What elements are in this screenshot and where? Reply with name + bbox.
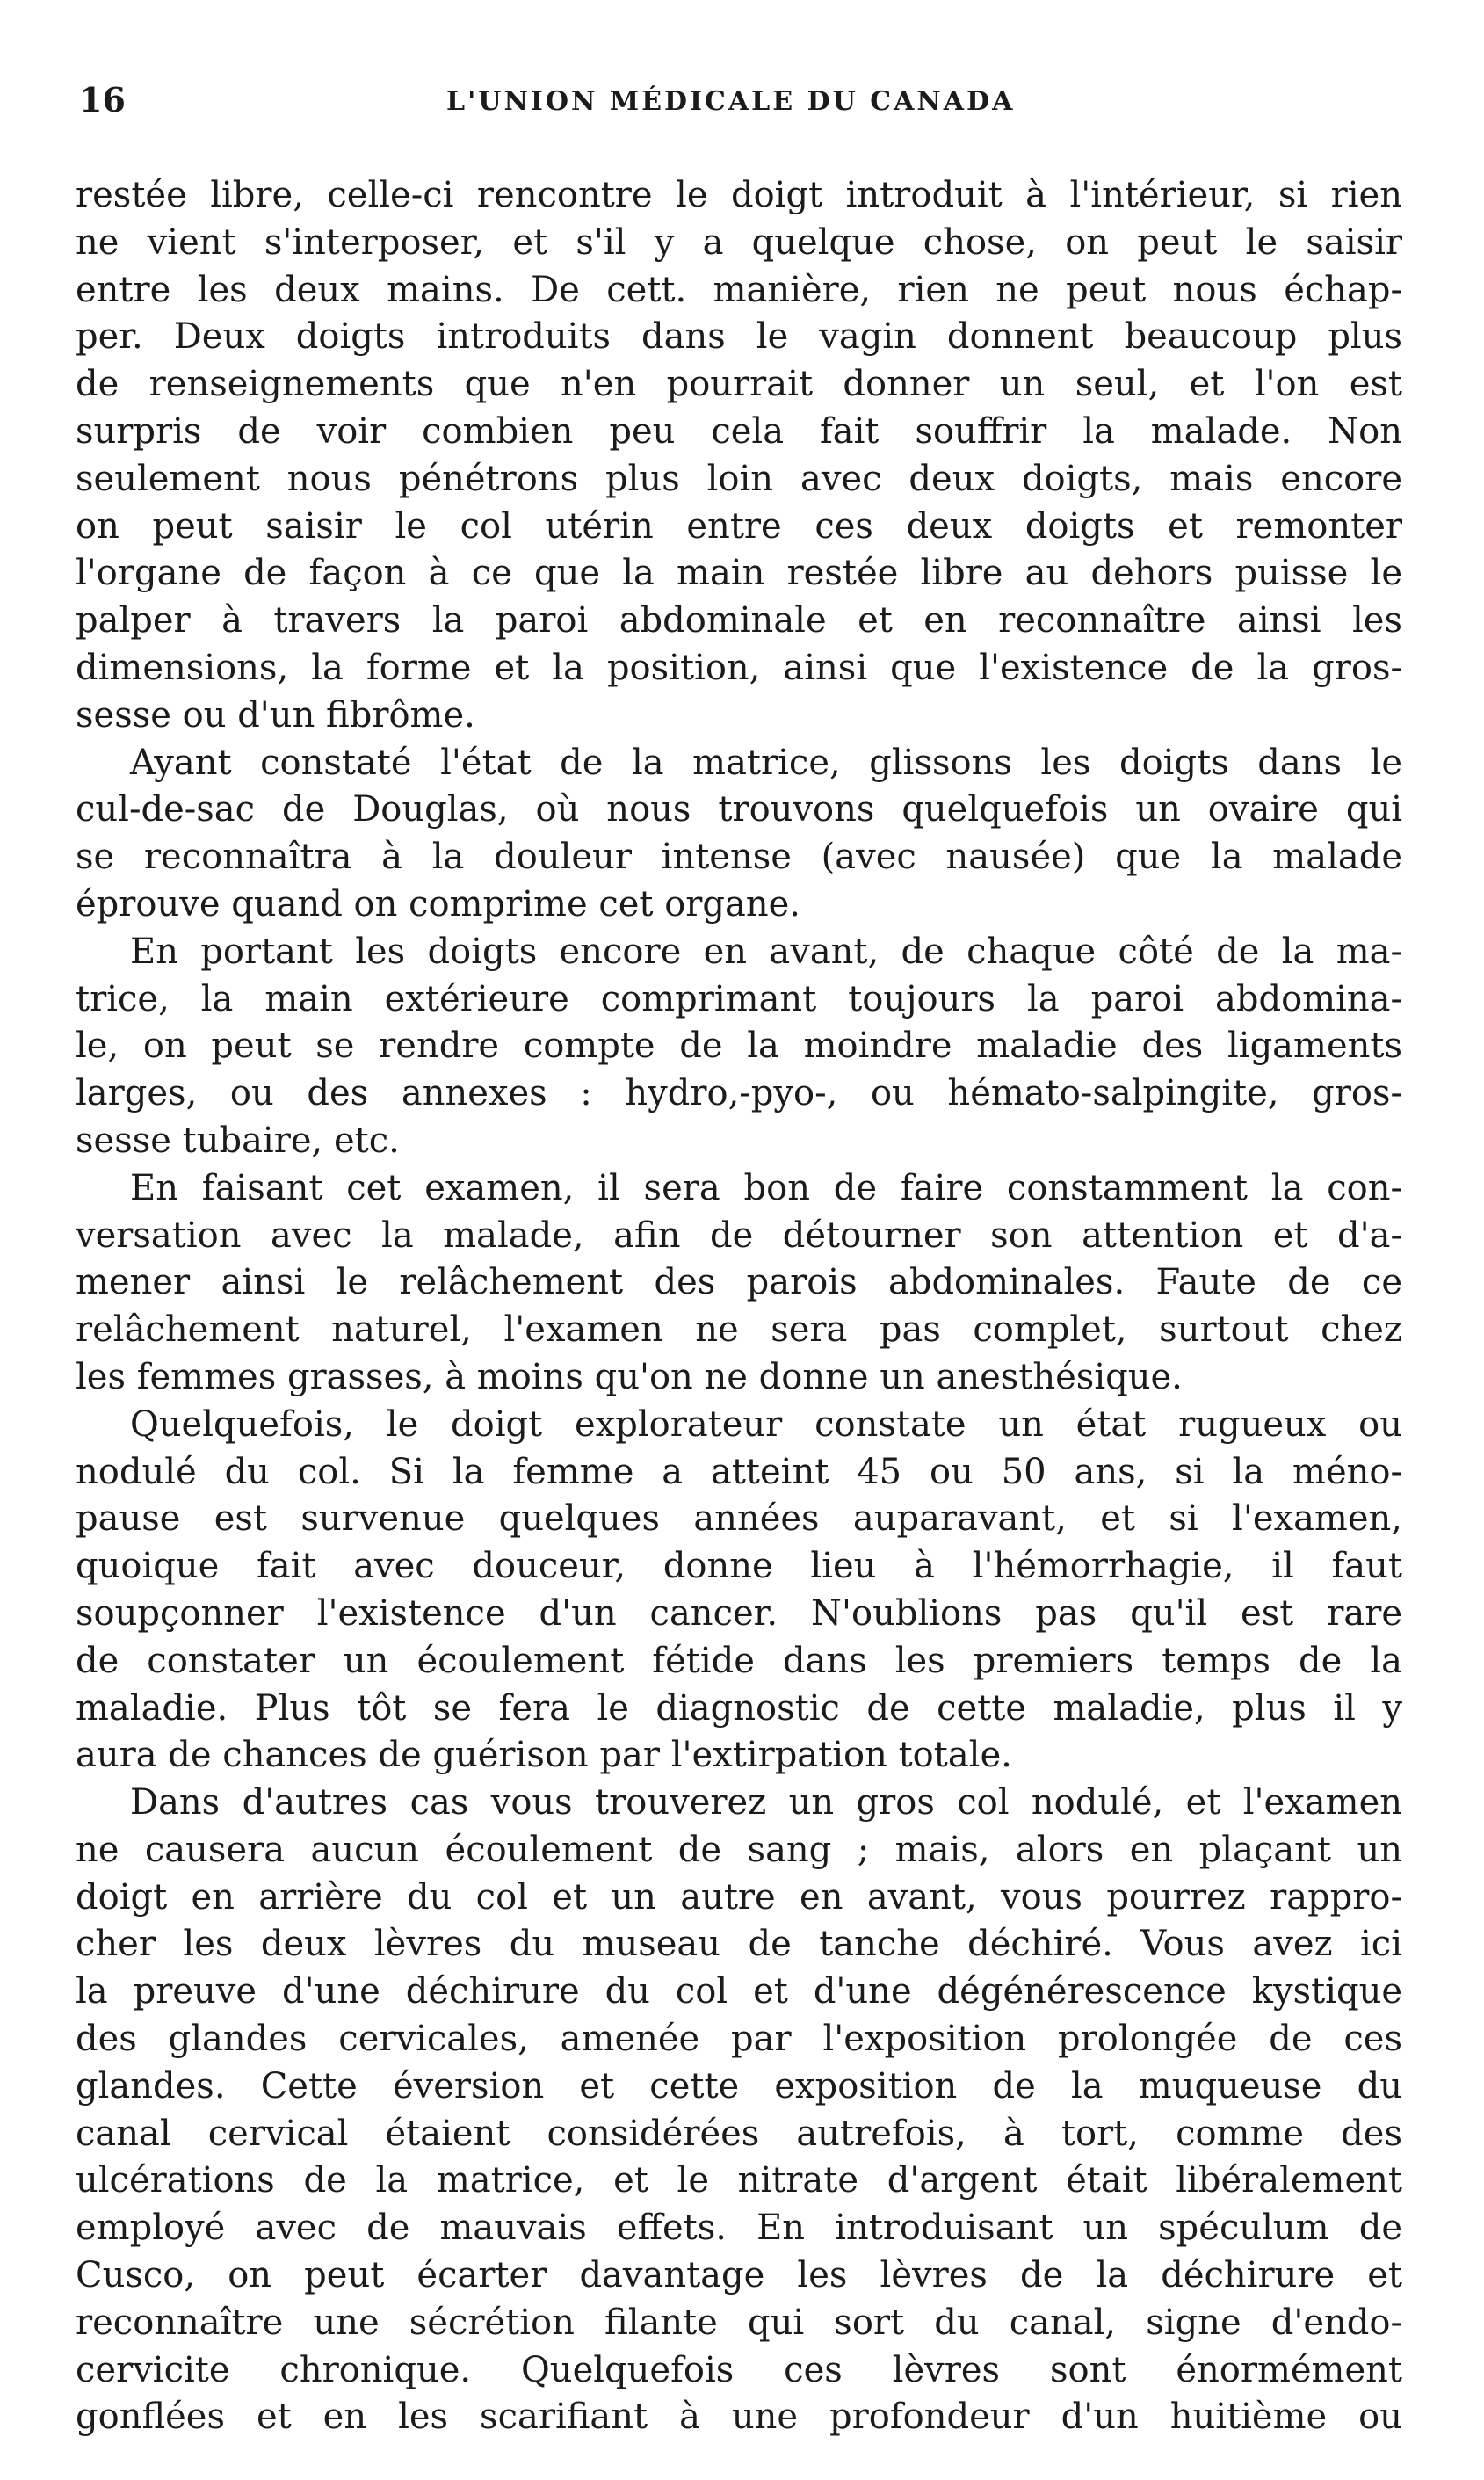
text-line: surpris de voir combien peu cela fait souffrir la malade. Non xyxy=(76,410,1402,452)
text-line: entre les deux mains. De cett. manière, rien ne peut nous échap- xyxy=(76,269,1402,310)
text-line: Cusco, on peut écarter davantage les lèvres de la déchirure et xyxy=(76,2255,1402,2296)
text-line: nodulé du col. Si la femme a atteint 45 ou 50 ans, si la méno- xyxy=(76,1451,1402,1492)
running-head: L'UNION MÉDICALE DU CANADA xyxy=(446,86,1016,117)
text-line: relâchement naturel, l'examen ne sera pas complet, surtout chez xyxy=(76,1309,1402,1351)
text-line: sesse tubaire, etc. xyxy=(76,1120,400,1161)
text-line: de constater un écoulement fétide dans les premiers temps de la xyxy=(76,1640,1402,1681)
text-line: le, on peut se rendre compte de la moindre maladie des ligaments xyxy=(76,1026,1402,1067)
text-line: cervicite chronique. Quelquefois ces lèvres sont énormément xyxy=(76,2349,1402,2390)
text-line: trice, la main extérieure comprimant toujours la paroi abdomina- xyxy=(76,978,1402,1019)
text-line: ne vient s'interposer, et s'il y a quelque chose, on peut le saisir xyxy=(76,221,1402,263)
text-line: aura de chances de guérison par l'extirpation totale. xyxy=(76,1735,1012,1776)
paragraph xyxy=(76,740,1402,929)
body-text xyxy=(76,172,1402,2441)
text-line: larges, ou des annexes : hydro,-pyo-, ou hémato-salpingite, gros- xyxy=(76,1073,1402,1114)
text-line: Quelquefois, le doigt explorateur constate un état rugueux ou xyxy=(130,1403,1402,1445)
text-line: Ayant constaté l'état de la matrice, glissons les doigts dans le xyxy=(130,742,1402,783)
paragraph xyxy=(76,1780,1402,2441)
text-line: quoique fait avec douceur, donne lieu à l'hémorrhagie, il faut xyxy=(76,1546,1402,1587)
page-header xyxy=(79,81,1415,134)
text-line: reconnaître une sécrétion filante qui sort du canal, signe d'endo- xyxy=(76,2302,1402,2343)
text-line: éprouve quand on comprime cet organe. xyxy=(76,883,800,925)
text-line: En portant les doigts encore en avant, de chaque côté de la ma- xyxy=(130,931,1402,972)
text-line: dimensions, la forme et la position, ainsi que l'existence de la gros- xyxy=(76,647,1402,688)
text-line: employé avec de mauvais effets. En introduisant un spéculum de xyxy=(76,2208,1402,2249)
page-number: 16 xyxy=(79,80,126,120)
text-line: les femmes grasses, à moins qu'on ne donne un anesthésique. xyxy=(76,1356,1183,1397)
text-line: glandes. Cette éversion et cette exposition de la muqueuse du xyxy=(76,2065,1402,2107)
paragraph xyxy=(76,1165,1402,1402)
text-line: l'organe de façon à ce que la main restée libre au dehors puisse le xyxy=(76,553,1402,594)
text-line: sesse ou d'un fibrôme. xyxy=(76,694,475,736)
paragraph xyxy=(76,929,1402,1165)
text-line: restée libre, celle-ci rencontre le doigt introduit à l'intérieur, si rien xyxy=(76,175,1402,215)
text-line: mener ainsi le relâchement des parois abdominales. Faute de ce xyxy=(76,1262,1402,1303)
text-line: doigt en arrière du col et un autre en avant, vous pourrez rappro- xyxy=(76,1876,1402,1918)
text-line: per. Deux doigts introduits dans le vagin donnent beaucoup plus xyxy=(76,316,1402,358)
text-line: canal cervical étaient considérées autrefois, à tort, comme des xyxy=(76,2113,1402,2154)
text-line: gonflées et en les scarifiant à une profondeur d'un huitième ou xyxy=(76,2397,1402,2438)
text-line: palper à travers la paroi abdominale et en reconnaître ainsi les xyxy=(76,600,1402,642)
text-line: des glandes cervicales, amenée par l'exposition prolongée de ces xyxy=(76,2019,1402,2060)
text-line: versation avec la malade, afin de détourner son attention et d'a- xyxy=(76,1215,1402,1256)
text-line: cher les deux lèvres du museau de tanche déchiré. Vous avez ici xyxy=(76,1924,1402,1965)
text-line: soupçonner l'existence d'un cancer. N'oublions pas qu'il est rare xyxy=(76,1592,1402,1634)
text-line: la preuve d'une déchirure du col et d'une dégénérescence kystique xyxy=(76,1971,1402,2012)
text-line: se reconnaîtra à la douleur intense (avec nausée) que la malade xyxy=(76,837,1402,878)
text-line: pause est survenue quelques années auparavant, et si l'examen, xyxy=(76,1498,1402,1540)
text-line: on peut saisir le col utérin entre ces deux doigts et remonter xyxy=(76,505,1402,547)
text-line: ne causera aucun écoulement de sang ; mais, alors en plaçant un xyxy=(76,1829,1402,1870)
text-line: de renseignements que n'en pourrait donner un seul, et l'on est xyxy=(76,364,1402,405)
text-line: En faisant cet examen, il sera bon de faire constamment la con- xyxy=(130,1167,1402,1208)
text-line: cul-de-sac de Douglas, où nous trouvons quelquefois un ovaire qui xyxy=(76,789,1402,830)
text-line: seulement nous pénétrons plus loin avec deux doigts, mais encore xyxy=(76,458,1402,499)
text-line: ulcérations de la matrice, et le nitrate d'argent était libéralement xyxy=(76,2160,1402,2201)
paragraph xyxy=(76,1402,1402,1780)
text-line: Dans d'autres cas vous trouverez un gros col nodulé, et l'examen xyxy=(130,1782,1402,1824)
paragraph xyxy=(76,172,1402,740)
text-line: maladie. Plus tôt se fera le diagnostic de cette maladie, plus il y xyxy=(76,1687,1402,1729)
